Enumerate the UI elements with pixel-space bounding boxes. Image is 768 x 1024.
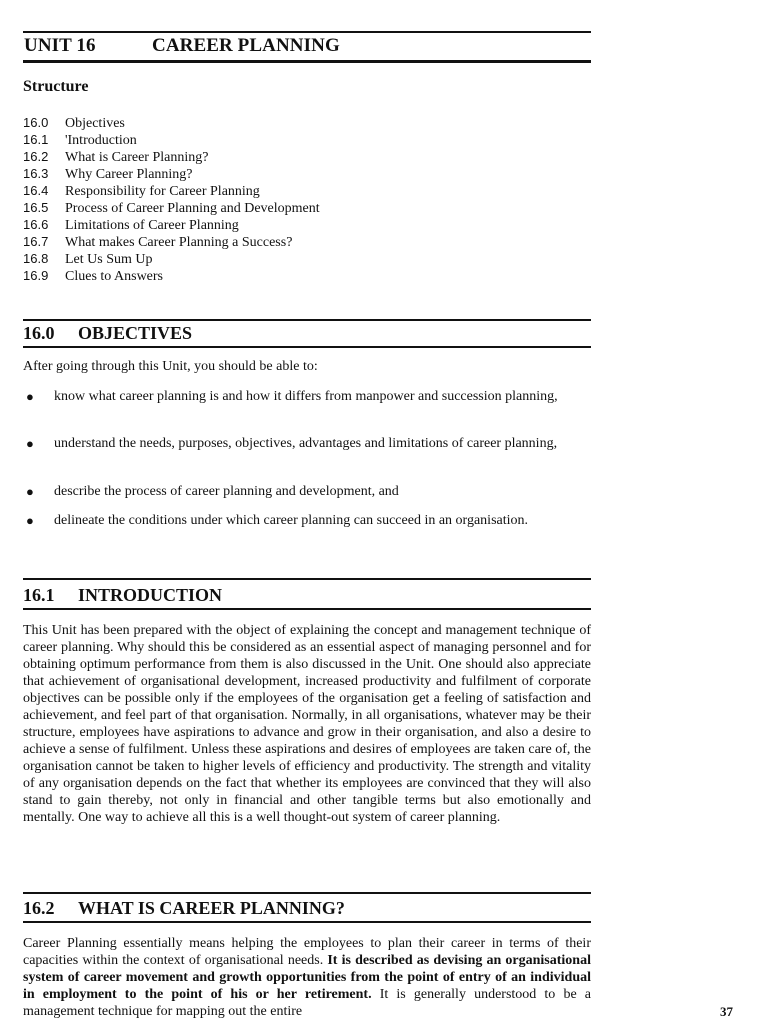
section-number: 16.2 [23, 898, 55, 918]
what-is-body-bold: It is described as devising an organisational system of career movement and growth opportunities from the point of entry of an individual in employment to the point of his or her retirement. [23, 953, 591, 1002]
objectives-top-rule [23, 319, 591, 321]
objective-text: know what career planning is and how it differs from manpower and succession planning, [54, 389, 558, 404]
toc-item [23, 165, 320, 182]
toc-label: Let Us Sum Up [65, 252, 153, 267]
toc-label: What is Career Planning? [65, 150, 209, 165]
what-is-body [23, 935, 591, 1020]
objectives-intro: After going through this Unit, you should be able to: [23, 359, 318, 374]
toc-label: Process of Career Planning and Development [65, 201, 320, 216]
toc-number: 16.9 [23, 268, 49, 283]
what-is-bottom-rule [23, 921, 591, 923]
page-number: 37 [720, 1004, 733, 1019]
objective-text: delineate the conditions under which career planning can succeed in an organisation. [54, 513, 529, 528]
unit-number: UNIT 16 [24, 35, 96, 56]
toc-item [23, 182, 320, 199]
objectives-bottom-rule [23, 346, 591, 348]
bullet-icon: ● [26, 389, 34, 404]
unit-header-bottom-rule [23, 60, 591, 63]
toc-label: Clues to Answers [65, 269, 163, 284]
unit-header-top-rule [23, 31, 591, 33]
toc-number: 16.5 [23, 200, 49, 215]
toc-number: 16.4 [23, 183, 49, 198]
unit-title [24, 35, 340, 57]
toc-item [23, 267, 320, 284]
what-is-heading [23, 898, 345, 919]
objective-text: understand the needs, purposes, objectives, advantages and limitations of career planning, [54, 436, 558, 451]
toc-item [23, 250, 320, 267]
toc-number: 16.8 [23, 251, 49, 266]
toc-number: 16.2 [23, 149, 49, 164]
toc-item [23, 216, 320, 233]
introduction-top-rule [23, 578, 591, 580]
toc-item [23, 233, 320, 250]
bullet-icon: ● [26, 513, 34, 528]
objective-item [23, 435, 591, 452]
objective-item [23, 512, 591, 529]
toc-item [23, 148, 320, 165]
introduction-bottom-rule [23, 608, 591, 610]
unit-name: CAREER PLANNING [152, 35, 340, 56]
toc-item [23, 199, 320, 216]
section-number: 16.1 [23, 585, 55, 605]
structure-list [23, 114, 320, 284]
toc-label: Limitations of Career Planning [65, 218, 239, 233]
what-is-body-plain: Career Planning essentially means helping the employees to plan their career in terms of their capacities within the context of organisational needs. [23, 936, 591, 968]
toc-number: 16.7 [23, 234, 49, 249]
objective-item [23, 388, 591, 405]
toc-label: 'Introduction [65, 133, 137, 148]
bullet-icon: ● [26, 436, 34, 451]
section-title: INTRODUCTION [78, 585, 223, 605]
introduction-heading [23, 585, 222, 606]
objectives-heading [23, 323, 192, 344]
toc-label: Why Career Planning? [65, 167, 193, 182]
what-is-top-rule [23, 892, 591, 894]
section-number: 16.0 [23, 323, 55, 343]
toc-label: Responsibility for Career Planning [65, 184, 260, 199]
objective-text: describe the process of career planning and development, and [54, 484, 399, 499]
toc-number: 16.0 [23, 115, 49, 130]
toc-item [23, 131, 320, 148]
what-is-body-tail: It is generally understood to be a management technique for mapping out the entire [23, 987, 591, 1019]
toc-number: 16.1 [23, 132, 49, 147]
objective-item [23, 483, 591, 500]
toc-number: 16.3 [23, 166, 49, 181]
toc-label: What makes Career Planning a Success? [65, 235, 293, 250]
toc-number: 16.6 [23, 217, 49, 232]
structure-heading: Structure [23, 78, 89, 95]
toc-item [23, 114, 320, 131]
introduction-body: This Unit has been prepared with the object of explaining the concept and management technique of career planning. Why should this be considered as an essential aspect of managing personnel and for obtaining optimum performance from them is also discussed in the Unit. One should also appreciate that achievement of organisational development, increased productivity and fulfilment of corporate objectives can be possible only if the employees of the organisation get a feeling of satisfaction and achievement, and feel part of that organisation. Normally, in all organisations, whatever may be their structure, employees have aspirations to advance and grow in their organisation, and also a desire to achieve a sense of fulfilment. Unless these aspirations and desires of employees are taken care of, the organisation cannot be taken to higher levels of efficiency and productivity. The strength and vitality of any organisation depends on the fact that whether its employees are convinced that they will also stand to gain thereby, not only in financial and other tangible terms but also emotionally and mentally. One way to achieve all this is a well thought-out system of career planning. [23, 623, 591, 825]
toc-label: Objectives [65, 116, 125, 131]
section-title: WHAT IS CAREER PLANNING? [78, 898, 345, 918]
section-title: OBJECTIVES [78, 323, 193, 343]
bullet-icon: ● [26, 484, 34, 499]
